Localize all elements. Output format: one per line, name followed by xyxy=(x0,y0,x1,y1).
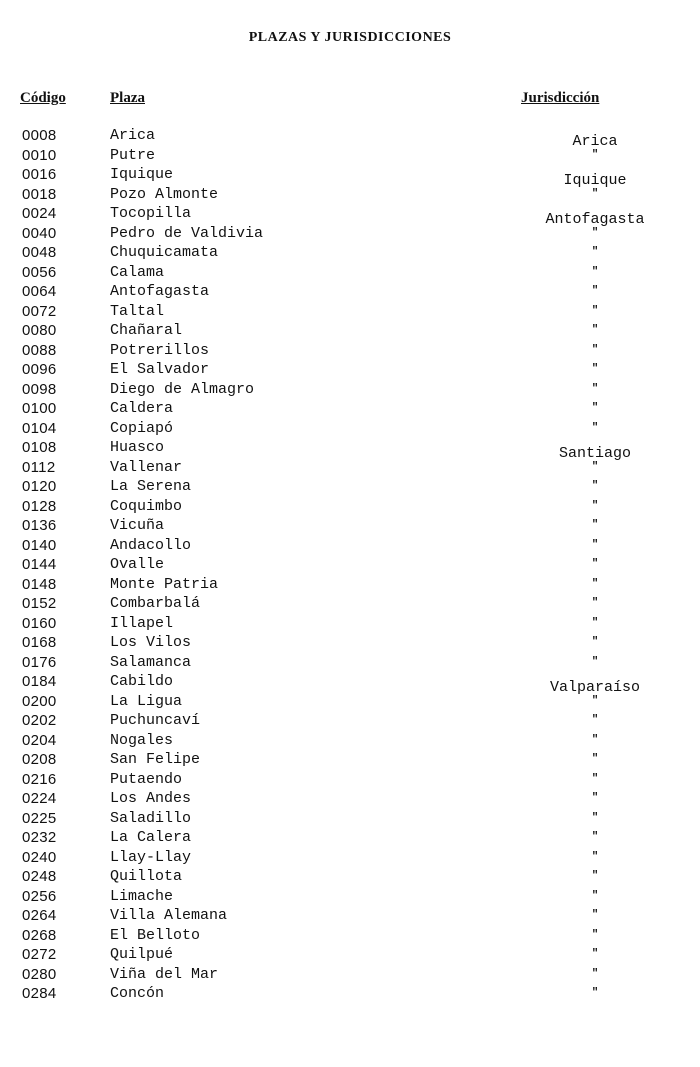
row-jurisdiction-ditto: " xyxy=(591,577,599,590)
row-place: Viña del Mar xyxy=(110,965,219,983)
row-place: San Felipe xyxy=(110,751,201,768)
table-row xyxy=(0,204,700,228)
row-code: 0256 xyxy=(22,887,57,905)
row-place: Saladillo xyxy=(110,809,192,827)
row-code: 0280 xyxy=(22,965,57,983)
column-header-place: Plaza xyxy=(110,90,145,106)
row-jurisdiction-ditto: " xyxy=(591,519,599,531)
row-code: 0056 xyxy=(22,263,57,281)
row-place: Villa Alemana xyxy=(110,907,228,924)
row-place: Ovalle xyxy=(110,556,165,573)
row-code: 0080 xyxy=(22,322,57,339)
row-code: 0168 xyxy=(22,634,57,651)
row-code: 0064 xyxy=(22,283,57,300)
row-place: Puchuncaví xyxy=(110,712,201,729)
table-row xyxy=(0,614,700,634)
table-row xyxy=(0,458,700,478)
row-place: Monte Patria xyxy=(110,575,219,593)
row-code: 0108 xyxy=(22,439,57,456)
row-place: Arica xyxy=(110,127,156,144)
table-row xyxy=(0,770,700,790)
row-jurisdiction-ditto: " xyxy=(591,343,599,356)
row-place: Illapel xyxy=(110,614,174,632)
row-place: Vicuña xyxy=(110,517,165,534)
row-jurisdiction-ditto: " xyxy=(591,265,599,278)
row-jurisdiction-ditto: " xyxy=(591,246,599,258)
row-place: Chuquicamata xyxy=(110,244,219,261)
row-place: Cabildo xyxy=(110,673,174,690)
row-code: 0208 xyxy=(22,751,57,768)
row-place: Taltal xyxy=(110,302,165,320)
row-jurisdiction-ditto: " xyxy=(591,597,599,609)
row-jurisdiction-ditto: " xyxy=(591,870,599,882)
row-code: 0112 xyxy=(22,458,56,476)
row-jurisdiction: Valparaíso xyxy=(549,679,640,696)
table-row xyxy=(0,555,700,575)
row-jurisdiction-ditto: " xyxy=(591,714,599,726)
table-row xyxy=(0,789,700,809)
row-place: Huasco xyxy=(110,439,165,456)
row-jurisdiction-ditto: " xyxy=(591,382,599,395)
row-code: 0010 xyxy=(22,146,57,164)
table-row xyxy=(0,867,700,887)
row-jurisdiction: Antofagasta xyxy=(545,211,645,228)
row-place: Potrerillos xyxy=(110,341,210,359)
row-code: 0264 xyxy=(22,907,57,924)
row-jurisdiction-ditto: " xyxy=(591,402,599,414)
row-jurisdiction-ditto: " xyxy=(591,148,599,161)
row-jurisdiction-ditto: " xyxy=(591,831,599,843)
row-jurisdiction-ditto: " xyxy=(591,948,599,960)
table-row xyxy=(0,809,700,829)
row-place: Diego de Almagro xyxy=(110,380,255,398)
table-row xyxy=(0,672,700,696)
row-code: 0104 xyxy=(22,419,57,437)
column-header-jurisdiction: Jurisdicción xyxy=(521,90,600,106)
row-jurisdiction-ditto: " xyxy=(591,616,599,629)
row-place: Caldera xyxy=(110,400,174,417)
row-code: 0202 xyxy=(22,712,57,729)
row-jurisdiction-ditto: " xyxy=(591,304,599,317)
table-row xyxy=(0,926,700,946)
table-row xyxy=(0,536,700,556)
row-code: 0160 xyxy=(22,614,57,632)
row-jurisdiction-ditto: " xyxy=(591,772,599,785)
table-row xyxy=(0,321,700,341)
row-place: Quilpué xyxy=(110,946,174,963)
row-place: Calama xyxy=(110,263,165,281)
table-row xyxy=(0,731,700,751)
row-jurisdiction: Iquique xyxy=(563,172,627,189)
row-place: La Ligua xyxy=(110,692,183,710)
row-place: Putre xyxy=(110,146,156,164)
row-jurisdiction-ditto: " xyxy=(591,558,599,570)
table-row xyxy=(0,906,700,926)
table-row xyxy=(0,224,700,244)
table-row xyxy=(0,126,700,150)
row-code: 0216 xyxy=(22,770,57,788)
table-row xyxy=(0,302,700,322)
row-jurisdiction-ditto: " xyxy=(591,480,599,492)
row-code: 0098 xyxy=(22,380,57,398)
table-row xyxy=(0,243,700,263)
row-place: Salamanca xyxy=(110,653,192,671)
row-code: 0225 xyxy=(22,809,57,827)
row-code: 0232 xyxy=(22,829,57,846)
table-row xyxy=(0,594,700,614)
row-place: Tocopilla xyxy=(110,205,192,222)
table-row xyxy=(0,419,700,439)
row-jurisdiction-ditto: " xyxy=(591,928,599,941)
row-jurisdiction-ditto: " xyxy=(591,753,599,765)
row-place: Vallenar xyxy=(110,458,183,476)
row-jurisdiction-ditto: " xyxy=(591,694,599,707)
row-jurisdiction-ditto: " xyxy=(591,285,599,297)
row-jurisdiction-ditto: " xyxy=(591,226,599,239)
row-jurisdiction-ditto: " xyxy=(591,811,599,824)
row-jurisdiction-ditto: " xyxy=(591,636,599,648)
row-place: El Salvador xyxy=(110,361,210,378)
row-place: Putaendo xyxy=(110,770,183,788)
row-place: Coquimbo xyxy=(110,497,183,515)
row-code: 0040 xyxy=(22,224,57,242)
row-code: 0048 xyxy=(22,244,57,261)
table-row xyxy=(0,575,700,595)
row-code: 0016 xyxy=(22,166,57,183)
row-place: El Belloto xyxy=(110,926,201,944)
row-jurisdiction-ditto: " xyxy=(591,733,599,746)
row-jurisdiction-ditto: " xyxy=(591,850,599,863)
row-jurisdiction: Arica xyxy=(572,133,618,150)
row-code: 0072 xyxy=(22,302,57,320)
row-place: Limache xyxy=(110,887,174,905)
row-jurisdiction-ditto: " xyxy=(591,792,599,804)
table-row xyxy=(0,146,700,166)
table-row xyxy=(0,263,700,283)
row-code: 0184 xyxy=(22,673,57,690)
table-row xyxy=(0,399,700,419)
row-jurisdiction-ditto: " xyxy=(591,889,599,902)
row-jurisdiction-ditto: " xyxy=(591,538,599,551)
row-jurisdiction-ditto: " xyxy=(591,363,599,375)
table-row xyxy=(0,497,700,517)
row-code: 0100 xyxy=(22,400,57,417)
row-place: Antofagasta xyxy=(110,283,210,300)
table-row xyxy=(0,341,700,361)
table-row xyxy=(0,360,700,380)
row-code: 0224 xyxy=(22,790,57,807)
table-row xyxy=(0,984,700,1004)
table-row xyxy=(0,750,700,770)
row-jurisdiction-ditto: " xyxy=(591,421,599,434)
table-row xyxy=(0,653,700,673)
row-code: 0120 xyxy=(22,478,57,495)
row-jurisdiction: Santiago xyxy=(558,445,631,462)
table-row xyxy=(0,828,700,848)
table-row xyxy=(0,438,700,462)
row-place: Pozo Almonte xyxy=(110,185,219,203)
row-code: 0148 xyxy=(22,575,57,593)
row-code: 0268 xyxy=(22,926,57,944)
row-jurisdiction-ditto: " xyxy=(591,499,599,512)
row-code: 0136 xyxy=(22,517,57,534)
row-place: Pedro de Valdivia xyxy=(110,224,264,242)
row-code: 0204 xyxy=(22,731,57,749)
row-code: 0096 xyxy=(22,361,57,378)
row-code: 0272 xyxy=(22,946,57,963)
table-row xyxy=(0,516,700,536)
row-place: Chañaral xyxy=(110,322,183,339)
row-place: Los Andes xyxy=(110,790,192,807)
table-row xyxy=(0,945,700,965)
row-place: Los Vilos xyxy=(110,634,192,651)
row-code: 0176 xyxy=(22,653,57,671)
row-place: Combarbalá xyxy=(110,595,201,612)
row-place: La Serena xyxy=(110,478,192,495)
row-code: 0284 xyxy=(22,985,57,1002)
row-place: Llay-Llay xyxy=(110,848,192,866)
row-code: 0008 xyxy=(22,127,57,144)
row-jurisdiction-ditto: " xyxy=(591,655,599,668)
row-code: 0024 xyxy=(22,205,57,222)
row-code: 0152 xyxy=(22,595,57,612)
plazas-table xyxy=(0,126,700,1004)
table-row xyxy=(0,380,700,400)
table-row xyxy=(0,633,700,653)
row-place: Andacollo xyxy=(110,536,192,554)
row-code: 0140 xyxy=(22,536,57,554)
page-title: PLAZAS Y JURISDICCIONES xyxy=(248,30,452,45)
row-place: La Calera xyxy=(110,829,192,846)
row-code: 0018 xyxy=(22,185,57,203)
table-row xyxy=(0,848,700,868)
table-row xyxy=(0,887,700,907)
row-place: Copiapó xyxy=(110,419,174,437)
table-row xyxy=(0,965,700,985)
table-row xyxy=(0,711,700,731)
table-row xyxy=(0,185,700,205)
row-code: 0240 xyxy=(22,848,57,866)
row-jurisdiction-ditto: " xyxy=(591,987,599,999)
table-row xyxy=(0,692,700,712)
row-place: Iquique xyxy=(110,166,174,183)
row-code: 0144 xyxy=(22,556,57,573)
table-row xyxy=(0,165,700,189)
row-code: 0088 xyxy=(22,341,57,359)
row-place: Nogales xyxy=(110,731,174,749)
row-jurisdiction-ditto: " xyxy=(591,967,599,980)
table-row xyxy=(0,477,700,497)
row-code: 0128 xyxy=(22,497,57,515)
row-jurisdiction-ditto: " xyxy=(591,909,599,921)
row-place: Concón xyxy=(110,985,165,1002)
table-row xyxy=(0,282,700,302)
row-place: Quillota xyxy=(110,868,183,885)
row-jurisdiction-ditto: " xyxy=(591,324,599,336)
row-jurisdiction-ditto: " xyxy=(591,460,599,473)
row-code: 0200 xyxy=(22,692,57,710)
row-jurisdiction-ditto: " xyxy=(591,187,599,200)
row-code: 0248 xyxy=(22,868,57,885)
column-header-code: Código xyxy=(20,90,66,106)
